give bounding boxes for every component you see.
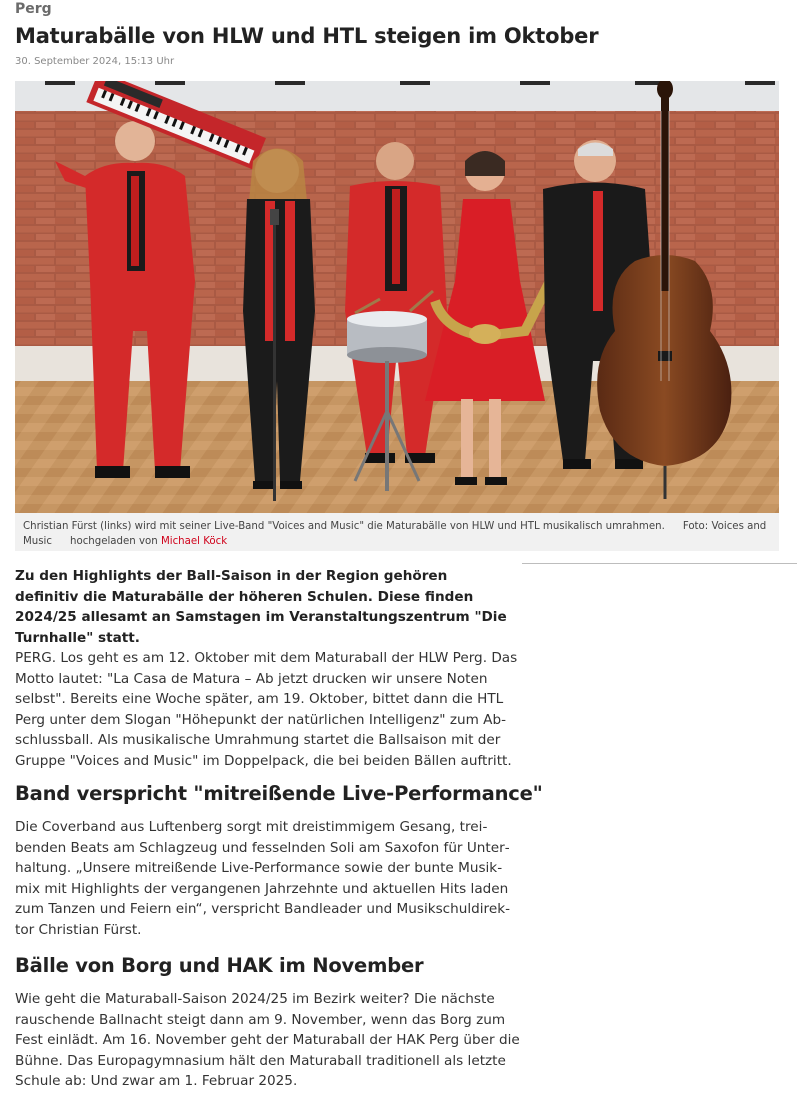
photo-credit: Foto: Voices and Music bbox=[23, 521, 767, 547]
band-photo-image bbox=[15, 81, 779, 513]
caption-text: Christian Fürst (links) wird mit seiner Live-Band "Voices and Music" die Maturabälle von HLW und HTL musikalisch umrahmen. bbox=[23, 521, 665, 532]
article-date: 30. September 2024, 15:13 Uhr bbox=[15, 56, 175, 67]
article-overline[interactable]: Perg bbox=[15, 1, 52, 17]
article-paragraph-3: Wie geht die Maturaball-Saison 2024/25 im Bezirk weiter? Die nächste rauschende Ballnacht steigt dann am 9. November, wenn das Borg zum Fest einlädt. Am 16. November geht der Maturaball der HAK Perg über die Bühne. Das Europagymnasium hält den Maturaball traditionell als letzte Schule ab: Und zwar am 1. Februar 2025. bbox=[15, 991, 520, 1090]
section-heading-1: Band verspricht "mitreißende Live-Performance" bbox=[15, 782, 543, 805]
uploaded-by-label: hochgeladen von bbox=[70, 536, 158, 547]
article-paragraph-2: Die Coverband aus Luftenberg sorgt mit dreistimmigem Gesang, treibenden Beats am Schlagzeug und fesselnden Soli am Saxofon für Unterhaltung. „Unsere mitreißende Live-Performance sowie der bunte Musikmix mit Highlights der vergangenen Jahrzehnte und aktuellen Hits laden zum Tanzen und Feiern ein“, verspricht Bandleader und Musikschuldirektor Christian Fürst. bbox=[15, 819, 510, 938]
sidebar-divider bbox=[522, 563, 797, 564]
article-photo[interactable] bbox=[15, 81, 779, 513]
article-paragraph-1: PERG. Los geht es am 12. Oktober mit dem Maturaball der HLW Perg. Das Motto lautet: "La Casa de Matura – Ab jetzt drucken wir unsere Noten selbst". Bereits eine Woche später, am 19. Oktober, bittet dann die HTL Perg unter dem Slogan "Höhepunkt der natürlichen Intelligenz" zum Abschlussball. Als musikalische Umrahmung startet die Ballsaison mit der Gruppe "Voices and Music" im Doppelpack, die bei beiden Bällen auftritt. bbox=[15, 650, 518, 769]
photo-caption bbox=[15, 513, 779, 551]
article-header-box bbox=[0, 0, 787, 552]
uploader-link[interactable]: Michael Köck bbox=[160, 536, 228, 547]
article-title: Maturabälle von HLW und HTL steigen im Oktober bbox=[15, 24, 599, 48]
article-lead: Zu den Highlights der Ball-Saison in der Region gehören definitiv die Maturabälle der höheren Schulen. Diese finden 2024/25 allesamt an Samstagen im Veranstaltungszentrum "Die Turnhalle" statt. bbox=[15, 568, 507, 646]
section-heading-2: Bälle von Borg und HAK im November bbox=[15, 954, 424, 977]
